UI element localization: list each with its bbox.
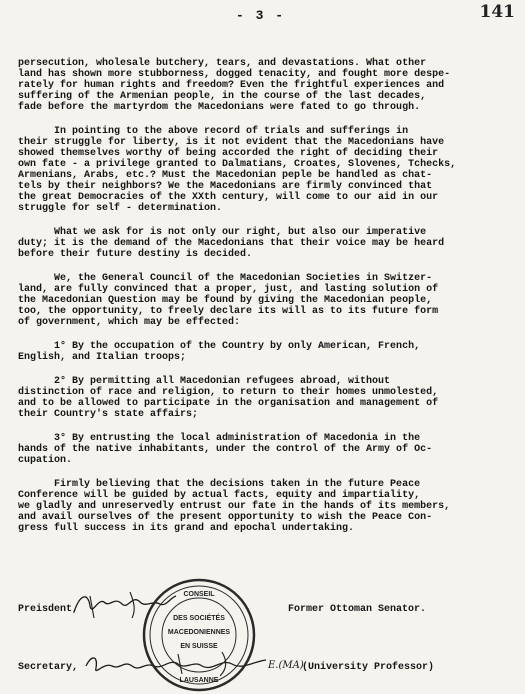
paragraph-gap: [18, 113, 510, 126]
text-line: fade before the martyrdom the Macedonians were fated to go through.: [18, 102, 421, 113]
text-line: Firmly believing that the decisions taken in the future Peace: [18, 479, 421, 490]
paragraph: [18, 126, 510, 214]
paragraph: [18, 376, 510, 420]
text-line: struggle for self - determination.: [18, 203, 223, 214]
official-seal-stamp: [140, 576, 258, 694]
text-line: cupation.: [18, 455, 73, 466]
text-line: of government, which may be effected:: [18, 317, 241, 328]
text-line: What we ask for is not only our right, but also our imperative: [18, 227, 427, 238]
paragraph: [18, 227, 510, 260]
president-title: Former Ottoman Senator.: [288, 604, 427, 615]
paragraph-gap: [18, 363, 510, 376]
text-line: 2° By permitting all Macedonian refugees abroad, without: [18, 376, 391, 387]
text-line: English, and Italian troops;: [18, 352, 187, 363]
letter-body: [18, 58, 510, 534]
text-line: rately for human rights and freedom? Even the frightful experiences and: [18, 80, 445, 91]
secretary-title: (University Professor): [302, 662, 435, 673]
stamp-line: EN SUISSE: [180, 643, 218, 650]
text-line: In pointing to the above record of trials and sufferings in: [18, 126, 409, 137]
text-line: and to be allowed to participate in the organisation and management of: [18, 398, 439, 409]
page-number: - 3 -: [236, 8, 286, 23]
text-line: 1° By the occupation of the Country by only American, French,: [18, 341, 421, 352]
text-line: land has shown more stubborness, dogged tenacity, and fought more despe-: [18, 69, 451, 80]
stamp-line: MACEDONIENNES: [167, 629, 231, 636]
text-line: Conference will be guided by actual facts, equity and impartiality,: [18, 490, 421, 501]
text-line: 3° By entrusting the local administration of Macedonia in the: [18, 433, 421, 444]
paragraph: [18, 58, 510, 113]
text-line: hands of the native inhabitants, under the control of the Army of Oc-: [18, 444, 433, 455]
paragraph: [18, 433, 510, 466]
text-line: persecution, wholesale butchery, tears, and devastations. What other: [18, 58, 427, 69]
text-line: showed themselves worthy of being accorded the right of deciding their: [18, 148, 439, 159]
text-line: and avail ourselves of the present opportunity to wish the Peace Con-: [18, 512, 433, 523]
text-line: gress full success in its grand and epochal undertaking.: [18, 523, 355, 534]
text-line: we gladly and unreservedly entrust our fate in the hands of its members,: [18, 501, 451, 512]
paragraph-gap: [18, 420, 510, 433]
text-line: duty; it is the demand of the Macedonians that their voice may be heard: [18, 238, 445, 249]
text-line: We, the General Council of the Macedonian Societies in Switzer-: [18, 273, 433, 284]
secretary-label: Secretary,: [18, 662, 79, 673]
paragraph-gap: [18, 466, 510, 479]
paragraph: [18, 273, 510, 328]
paragraph-gap: [18, 260, 510, 273]
text-line: too, the opportunity, to freely declare its will as to its future form: [18, 306, 439, 317]
text-line: their struggle for liberty, is it not evident that the Macedonians have: [18, 137, 445, 148]
paragraph-gap: [18, 328, 510, 341]
president-label: Preisdent,: [18, 604, 79, 615]
text-line: suffering of the Armenian people, in the course of the last decades,: [18, 91, 427, 102]
paragraph-gap: [18, 214, 510, 227]
stamp-line: CONSEIL: [183, 591, 215, 598]
handwritten-page-number: 141: [479, 2, 515, 22]
text-line: land, are fully convinced that a proper, just, and lasting solution of: [18, 284, 439, 295]
text-line: own fate - a privilege granted to Dalmatians, Croates, Slovenes, Tchecks,: [18, 159, 457, 170]
text-line: the great Democracies of the XXth century, will come to our aid in our: [18, 192, 439, 203]
paragraph: [18, 479, 510, 534]
text-line: their Country's state affairs;: [18, 409, 199, 420]
paragraph: [18, 341, 510, 363]
text-line: tels by their neighbors? We the Macedonians are firmly convinced that: [18, 181, 433, 192]
text-line: Armenians, Arabs, etc.? Must the Macedonian peple be handled as chat-: [18, 170, 433, 181]
text-line: distinction of race and religion, to return to their homes unmolested,: [18, 387, 439, 398]
stamp-line: LAUSANNE: [179, 677, 219, 684]
text-line: before their future destiny is decided.: [18, 249, 253, 260]
stamp-line: DES SOCIÉTÉS: [173, 615, 225, 622]
text-line: the Macedonian Question may be found by giving the Macedonian people,: [18, 295, 433, 306]
secretary-handwriting: E.(MA): [268, 660, 304, 671]
